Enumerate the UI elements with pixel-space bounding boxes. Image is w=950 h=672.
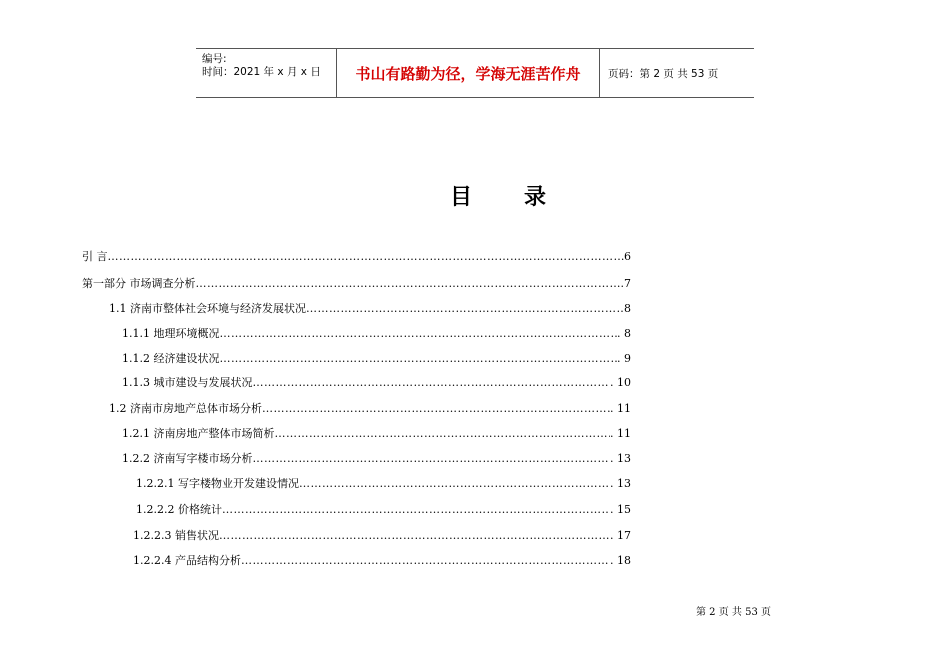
- header-meta: [196, 49, 337, 97]
- toc-entry[interactable]: [122, 325, 631, 341]
- toc-entry-label: 第一部分 市场调查分析: [82, 277, 196, 290]
- toc-entry-page: . 11: [610, 427, 631, 440]
- toc-entry[interactable]: [122, 425, 631, 441]
- toc-leader: [108, 250, 625, 264]
- toc-leader: [196, 277, 621, 291]
- toc-entry-label: 1.1.3 城市建设与发展状况: [122, 376, 253, 389]
- page-footer: 第 2 页 共 53 页: [696, 607, 771, 618]
- page-title: [0, 180, 950, 211]
- toc-entry-label: 1.2.2.3 销售状况: [133, 529, 219, 542]
- title-char-2: 录: [524, 185, 547, 210]
- toc-entry[interactable]: [122, 374, 631, 390]
- toc-leader: [241, 554, 610, 568]
- toc-entry-page: . 15: [610, 503, 631, 516]
- toc-entry-page: 8: [624, 302, 631, 315]
- toc-entry-page: . 17: [610, 529, 631, 542]
- toc-entry-page: . 18: [610, 554, 631, 567]
- toc-entry[interactable]: [136, 475, 631, 491]
- header-motto: 书山有路勤为径，学海无涯苦作舟: [337, 49, 600, 97]
- toc-entry-page: . 11: [610, 402, 631, 415]
- toc-entry-label: 1.2 济南市房地产总体市场分析: [109, 402, 262, 415]
- page-header: [196, 48, 754, 98]
- toc-entry-page: . 13: [610, 477, 631, 490]
- toc-entry-label: 引 言: [82, 250, 108, 263]
- toc-leader: [275, 427, 611, 441]
- time-label: 时间：2021 年 x 月 x 日: [202, 66, 321, 78]
- toc-entry[interactable]: [122, 450, 631, 466]
- toc-entry-page: 6: [624, 250, 631, 263]
- header-page-info: 页码：第 2 页 共 53 页: [608, 67, 719, 80]
- toc-entry[interactable]: [82, 275, 631, 291]
- toc-entry-label: 1.1 济南市整体社会环境与经济发展状况: [109, 302, 306, 315]
- toc-entry-page: .7: [620, 277, 631, 290]
- toc-leader: [306, 302, 624, 316]
- toc-entry[interactable]: [133, 527, 631, 543]
- toc-entry-page: . 10: [610, 376, 631, 389]
- toc-entry[interactable]: [82, 248, 631, 264]
- toc-entry[interactable]: [136, 501, 631, 517]
- toc-entry-label: 1.1.2 经济建设状况: [122, 352, 220, 365]
- toc-entry[interactable]: [109, 400, 631, 416]
- toc-entry[interactable]: [133, 552, 631, 568]
- toc-leader: [220, 352, 618, 366]
- toc-entry-label: 1.2.2.1 写字楼物业开发建设情况: [136, 477, 299, 490]
- toc-entry-page: . 13: [610, 452, 631, 465]
- toc-entry-page: . 8: [617, 327, 631, 340]
- title-char-1: 目: [449, 185, 472, 210]
- toc-leader: [253, 452, 611, 466]
- toc-entry-label: 1.2.2.2 价格统计: [136, 503, 222, 516]
- toc-leader: [219, 529, 610, 543]
- toc-leader: [220, 327, 618, 341]
- toc-leader: [222, 503, 610, 517]
- toc-leader: [299, 477, 610, 491]
- toc-entry-label: 1.2.2.4 产品结构分析: [133, 554, 241, 567]
- toc-entry-label: 1.2.1 济南房地产整体市场简析: [122, 427, 275, 440]
- number-label: 编号:: [202, 53, 227, 65]
- toc-entry[interactable]: [122, 350, 631, 366]
- toc-entry[interactable]: [109, 300, 631, 316]
- toc-entry-label: 1.1.1 地理环境概况: [122, 327, 220, 340]
- toc-leader: [253, 376, 611, 390]
- toc-entry-label: 1.2.2 济南写字楼市场分析: [122, 452, 253, 465]
- toc-leader: [262, 402, 610, 416]
- toc-entry-page: . 9: [617, 352, 631, 365]
